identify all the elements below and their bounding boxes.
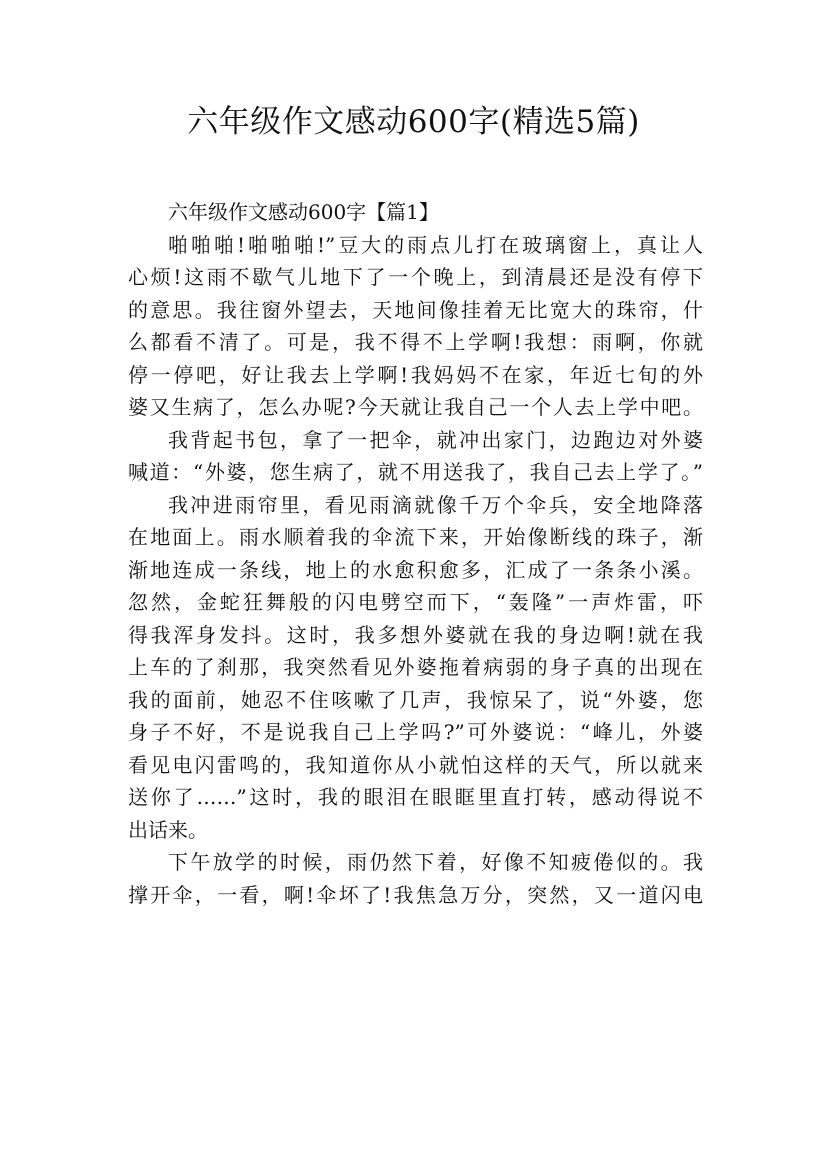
paragraph-line: 啪啪啪!啪啪啪!”豆大的雨点儿打在玻璃窗上，真让人 — [168, 232, 703, 257]
paragraph-line: 喊道：“外婆，您生病了，就不用送我了，我自己去上学了。” — [128, 460, 703, 484]
paragraph-line: 渐地连成一条线，地上的水愈积愈多，汇成了一条条小溪。 — [128, 557, 703, 582]
paragraph-line: 心烦!这雨不歇气儿地下了一个晚上，到清晨还是没有停下 — [128, 265, 703, 289]
section-heading: 六年级作文感动600字【篇1】 — [168, 200, 439, 224]
paragraph-line: 撑开伞，一看，啊!伞坏了!我焦急万分，突然，又一道闪电 — [128, 882, 703, 907]
paragraph-line: 的意思。我往窗外望去，天地间像挂着无比宽大的珠帘，什 — [128, 297, 703, 322]
document-title: 六年级作文感动600字(精选5篇) — [187, 104, 640, 140]
document-body — [128, 196, 703, 911]
paragraph-line: 么都看不清了。可是，我不得不上学啊!我想：雨啊，你就 — [128, 330, 703, 354]
paragraph-line: 身子不好，不是说我自己上学吗?”可外婆说：“峰儿，外婆 — [128, 720, 703, 744]
paragraph-line: 得我浑身发抖。这时，我多想外婆就在我的身边啊!就在我 — [128, 622, 703, 647]
paragraph-line: 忽然，金蛇狂舞般的闪电劈空而下，“轰隆”一声炸雷，吓 — [128, 590, 703, 614]
paragraph-4 — [128, 846, 703, 911]
paragraph-line: 在地面上。雨水顺着我的伞流下来，开始像断线的珠子，渐 — [128, 525, 703, 549]
paragraph-line: 送你了……”这时，我的眼泪在眼眶里直打转，感动得说不 — [128, 785, 703, 809]
paragraph-line: 我的面前，她忍不住咳嗽了几声，我惊呆了，说“外婆，您 — [128, 687, 703, 712]
paragraph-line: 看见电闪雷鸣的，我知道你从小就怕这样的天气，所以就来 — [128, 752, 703, 777]
paragraph-1 — [128, 229, 703, 424]
paragraph-line: 出话来。 — [128, 817, 208, 842]
paragraph-line: 我冲进雨帘里，看见雨滴就像千万个伞兵，安全地降落 — [168, 492, 703, 517]
paragraph-line: 停一停吧，好让我去上学啊!我妈妈不在家，年近七旬的外 — [128, 362, 703, 387]
paragraph-line: 上车的了刹那，我突然看见外婆拖着病弱的身子真的出现在 — [128, 655, 703, 679]
paragraph-line: 我背起书包，拿了一把伞，就冲出家门，边跑边对外婆 — [168, 427, 703, 452]
paragraph-2 — [128, 424, 703, 489]
paragraph-line: 下午放学的时候，雨仍然下着，好像不知疲倦似的。我 — [168, 850, 703, 874]
paragraph-3 — [128, 489, 703, 847]
paragraph-line: 婆又生病了，怎么办呢?今天就让我自己一个人去上学中吧。 — [128, 395, 703, 419]
